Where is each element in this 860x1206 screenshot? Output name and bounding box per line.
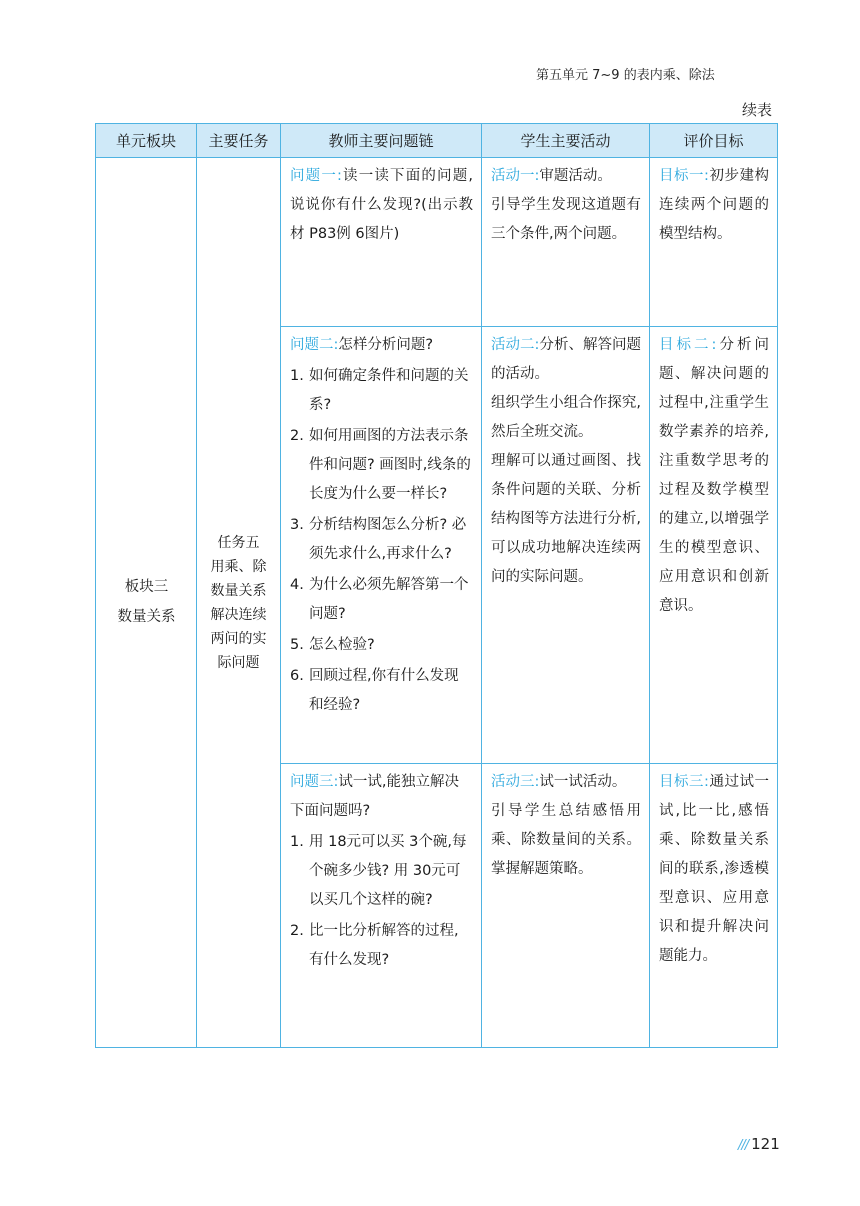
list-item: 5. 怎么检验? [290,637,375,653]
main-task-text: 任务五 用乘、除 数量关系 解决连续 两问的实 际问题 [210,534,267,671]
column-header: 主要任务 [197,124,281,158]
list-item: 2. 比一比分析解答的过程,有什么发现? [290,923,459,968]
goal-text: 分析问题、解决问题的过程中,注重学生数学素养的培养,注重数学思考的过程及数学模型的建立,以增强学生的模型意识、应用意识和创新意识。 [659,337,770,614]
goal-cell [650,327,778,764]
question-text: 读一读下面的问题,说说你有什么发现?(出示教材 P83例 6图片) [290,168,473,242]
list-item: 3. 分析结构图怎么分析? 必须先求什么,再求什么? [290,517,467,562]
list-item: 1. 用 18元可以买 3个碗,每个碗多少钱? 用 30元可以买几个这样的碗? [290,834,467,908]
column-header: 单元板块 [96,124,197,158]
unit-block-cell [96,158,197,1048]
question-text: 怎样分析问题? [338,337,434,353]
question-cell [281,764,482,1048]
activity-cell [482,327,650,764]
question-list [290,362,473,720]
question-cell [281,327,482,764]
question-cell [281,158,482,327]
activity-detail: 引导学生发现这道题有三个条件,两个问题。 [491,197,641,242]
list-item: 2. 如何用画图的方法表示条件和问题? 画图时,线条的长度为什么要一样长? [290,428,471,502]
list-item: 1. 如何确定条件和问题的关系? [290,368,469,413]
goal-text: 通过试一试,比一比,感悟乘、除数量关系间的联系,渗透模型意识、应用意识和提升解决问题能力。 [659,774,769,964]
main-task-cell [197,158,281,1048]
table-row [96,158,778,327]
question-text: 试一试,能独立解决下面问题吗? [290,774,459,819]
page-number-text: 121 [751,1135,780,1153]
page-number [738,1135,780,1153]
activity-cell [482,158,650,327]
activity-detail: 理解可以通过画图、找条件问题的关联、分析结构图等方法进行分析,可以成功地解决连续两问的实际问题。 [491,453,641,585]
question-list [290,828,473,975]
activity-tag: 活动一: [491,168,540,184]
goal-cell [650,158,778,327]
list-item: 6. 回顾过程,你有什么发现和经验? [290,668,459,713]
activity-tag: 活动三: [491,774,540,790]
activity-detail: 组织学生小组合作探究,然后全班交流。 [491,395,641,440]
activity-text: 分析、解答问题的活动。 [491,337,641,382]
column-header: 评价目标 [650,124,778,158]
lesson-plan-table [95,123,778,1048]
continued-label: 续表 [742,101,773,119]
goal-text: 初步建构连续两个问题的模型结构。 [659,168,769,242]
question-tag: 问题一: [290,168,342,184]
running-header: 第五单元 7~9 的表内乘、除法 [536,68,715,83]
goal-tag: 目标一: [659,168,709,184]
activity-tag: 活动二: [491,337,540,353]
activity-text: 审题活动。 [539,168,612,184]
goal-tag: 目标二: [659,337,717,353]
goal-tag: 目标三: [659,774,709,790]
unit-block-text: 板块三 数量关系 [117,578,176,625]
question-tag: 问题三: [290,774,339,790]
activity-detail: 引导学生总结感悟用乘、除数量间的关系。掌握解题策略。 [491,803,641,877]
goal-cell [650,764,778,1048]
activity-cell [482,764,650,1048]
page-decoration: /// [738,1138,749,1153]
column-header: 学生主要活动 [482,124,650,158]
activity-text: 试一试活动。 [539,774,627,790]
question-tag: 问题二: [290,337,339,353]
table-header-row [96,124,778,158]
column-header: 教师主要问题链 [281,124,482,158]
list-item: 4. 为什么必须先解答第一个问题? [290,577,469,622]
